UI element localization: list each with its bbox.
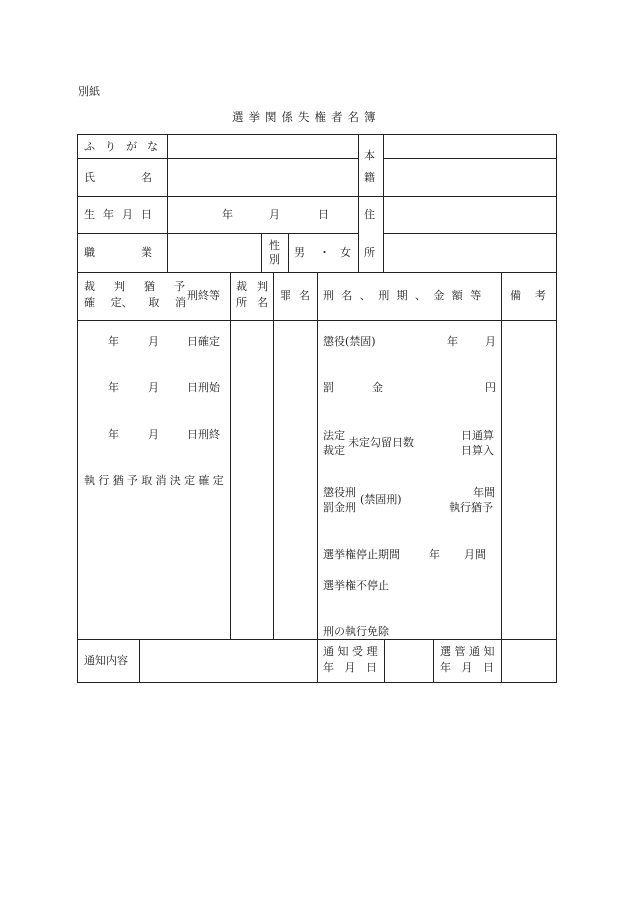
confirmed-month: 月 <box>148 335 159 348</box>
col-notice-divider <box>139 639 140 683</box>
jusho-char-1: 住 <box>364 208 375 221</box>
border-right <box>556 134 557 683</box>
col-sex-right <box>288 233 289 273</box>
col-honseki-left <box>358 134 359 273</box>
suspended-period-label: 選挙権停止期間 <box>323 548 400 561</box>
rule-birth-bottom <box>77 233 358 234</box>
header-sentence-text: 刑名、刑期、金額等 <box>323 289 489 302</box>
col-court-left <box>230 272 231 640</box>
fine-char-2: 金 <box>372 381 383 394</box>
sex-male: 男 <box>294 246 305 259</box>
rule-honseki-mid <box>383 158 557 159</box>
occupation-label-text: 職業 <box>84 246 198 259</box>
header-confirm-suffix: 刑終等 <box>187 289 220 302</box>
jusho-char-2: 所 <box>364 246 375 259</box>
sent-day: 日 <box>483 661 494 674</box>
started-label: 日刑始 <box>187 381 220 394</box>
name-label <box>84 171 198 184</box>
h2-b: 定、 <box>110 296 133 309</box>
header-crime <box>280 290 318 301</box>
h2-a: 確 <box>84 296 95 309</box>
border-top <box>77 134 557 135</box>
header-confirm-line1 <box>84 281 204 292</box>
col-sex-left <box>261 233 262 273</box>
statutory-line2: 裁定 <box>323 444 345 457</box>
col-sent-left <box>433 639 434 683</box>
col-sentence-left <box>317 272 318 683</box>
fine-char-1: 罰 <box>323 381 334 394</box>
penalty-prison: (禁固刑) <box>360 493 402 506</box>
sex-label-2: 別 <box>269 253 280 266</box>
header-sentence <box>323 290 489 301</box>
col-honseki-right <box>383 134 384 273</box>
occupation-label <box>84 247 198 258</box>
imprisonment-month: 月 <box>485 335 496 348</box>
header-court-line1-text: 裁判 <box>236 280 278 293</box>
not-suspended: 選挙権不停止 <box>323 579 389 592</box>
sent-month: 月 <box>461 661 473 674</box>
suspension-years: 年間 <box>473 486 495 499</box>
imprisonment-label: 懲役(禁固) <box>323 335 376 348</box>
penalty-line1: 懲役刑 <box>323 486 356 499</box>
header-confirm-line2 <box>84 297 186 308</box>
rule-name-bottom <box>77 196 557 197</box>
confirmed-year: 年 <box>108 335 119 348</box>
birth-year-unit: 年 <box>222 208 233 221</box>
birthdate-label <box>84 209 160 220</box>
rule-address-mid <box>383 233 557 234</box>
header-confirm-line1-text: 裁判猶予 <box>84 280 204 293</box>
sent-line1 <box>440 646 498 657</box>
days-credited-1: 日通算 <box>461 429 494 442</box>
birth-day-unit: 日 <box>318 208 329 221</box>
header-court-line2-text: 所名 <box>236 296 278 309</box>
imprisonment-year: 年 <box>447 335 458 348</box>
started-year: 年 <box>108 381 119 394</box>
statutory-line1: 法定 <box>323 429 345 442</box>
confirmed-label: 日確定 <box>187 335 220 348</box>
h2-d: 消 <box>174 296 186 309</box>
h2-c: 取 <box>148 296 160 309</box>
sent-year: 年 <box>440 661 451 674</box>
header-crime-text: 罪名 <box>280 289 318 302</box>
name-label-text: 氏名 <box>84 171 198 184</box>
suspension-label: 執行猶予 <box>449 501 493 514</box>
received-year: 年 <box>323 661 334 674</box>
header-remarks <box>510 290 560 301</box>
days-credited-2: 日算入 <box>461 444 494 457</box>
birthdate-label-text: 生年月日 <box>84 208 160 221</box>
furigana-label <box>84 140 168 153</box>
sex-label-1: 性 <box>269 239 280 252</box>
suspended-period-months: 月間 <box>464 548 486 561</box>
sex-female: 女 <box>340 246 351 259</box>
sent-line2 <box>440 662 494 673</box>
received-line2 <box>323 662 377 673</box>
rule-furigana <box>77 158 358 159</box>
suspension-revoked <box>84 475 227 486</box>
furigana-chars: ふりがな <box>84 140 168 153</box>
header-court-line1 <box>236 281 278 292</box>
page-title: 選挙関係失権者名簿 <box>232 110 381 124</box>
suspension-revoked-text: 執行猶予取消決定確定 <box>84 474 227 487</box>
received-month: 月 <box>344 661 356 674</box>
fine-yen: 円 <box>485 381 496 394</box>
header-court-line2 <box>236 297 278 308</box>
received-day: 日 <box>366 661 377 674</box>
detention-days: 未定勾留日数 <box>348 436 414 449</box>
suspended-period-years: 年 <box>429 548 440 561</box>
honseki-char-1: 本 <box>364 149 375 162</box>
received-line1 <box>323 646 381 657</box>
sex-dot: ・ <box>319 246 330 259</box>
started-month: 月 <box>148 381 159 394</box>
ended-month: 月 <box>148 428 159 441</box>
attachment-label: 別紙 <box>78 85 100 98</box>
ended-label: 日刑終 <box>187 428 220 441</box>
received-line1-text: 通知受理 <box>323 645 381 658</box>
col-received-right <box>384 639 385 683</box>
ended-year: 年 <box>108 428 119 441</box>
honseki-char-2: 籍 <box>364 171 375 184</box>
execution-exemption: 刑の執行免除 <box>323 625 389 638</box>
col-crime-left <box>273 272 274 640</box>
penalty-line2: 罰金刑 <box>323 501 356 514</box>
sent-line1-text: 選管通知 <box>440 645 498 658</box>
header-remarks-text: 備考 <box>510 289 560 302</box>
birth-month-unit: 月 <box>269 208 280 221</box>
notice-content-label: 通知内容 <box>84 654 128 667</box>
col-remarks-left <box>501 272 502 683</box>
border-left <box>77 134 78 683</box>
